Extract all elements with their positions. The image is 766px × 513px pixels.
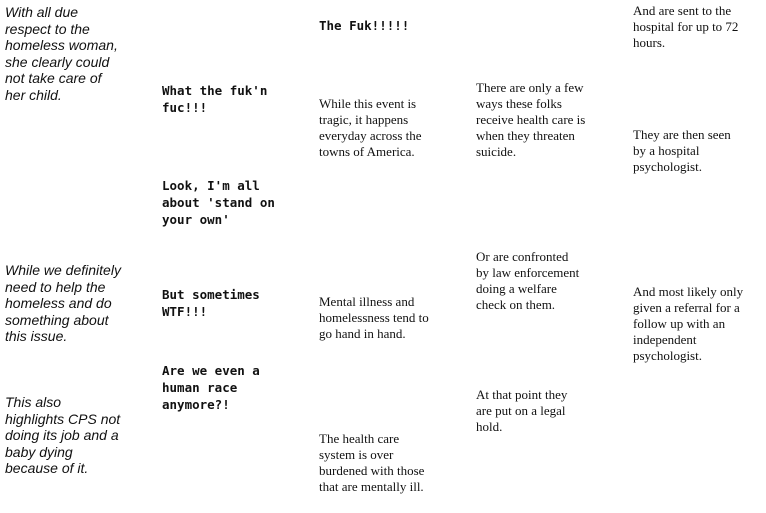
column5-note-psychologist: They are then seen by a hospital psychologist. [633,127,731,174]
column3-note-the-fuk: The Fuk!!!!! [319,18,410,33]
column5-note-hospital: And are sent to the hospital for up to 72 hours. [633,3,739,50]
column4-note-law-enforcement: Or are confronted by law enforcement doing a welfare check on them. [476,249,580,312]
column5-note-referral: And most likely only given a referral for a follow up with an independent psychologist. [633,284,744,363]
column4-note-health-care-ways: There are only a few ways these folks receive health care is when they threaten suicide. [476,80,586,159]
column3-note-tragic-event: While this event is tragic, it happens everyday across the towns of America. [319,96,422,159]
column2-note-what-the: What the fuk'n fuc!!! [162,83,268,115]
column2-note-but-sometimes: But sometimes WTF!!! [162,287,260,319]
column3-note-mental-illness: Mental illness and homelessness tend to go hand in hand. [319,294,429,341]
column3-note-health-care-system: The health care system is over burdened with those that are mentally ill. [319,431,425,494]
column1-note-homeless-woman: With all due respect to the homeless woman, she clearly could not take care of her child. [5,4,118,103]
column4-note-legal-hold: At that point they are put on a legal hold. [476,387,568,434]
column2-note-stand-on-your-own: Look, I'm all about 'stand on your own' [162,178,275,227]
column2-note-human-race: Are we even a human race anymore?! [162,363,260,412]
column1-note-cps: This also highlights CPS not doing its job and a baby dying because of it. [5,394,121,476]
column1-note-help-homeless: While we definitely need to help the homeless and do something about this issue. [5,262,121,344]
